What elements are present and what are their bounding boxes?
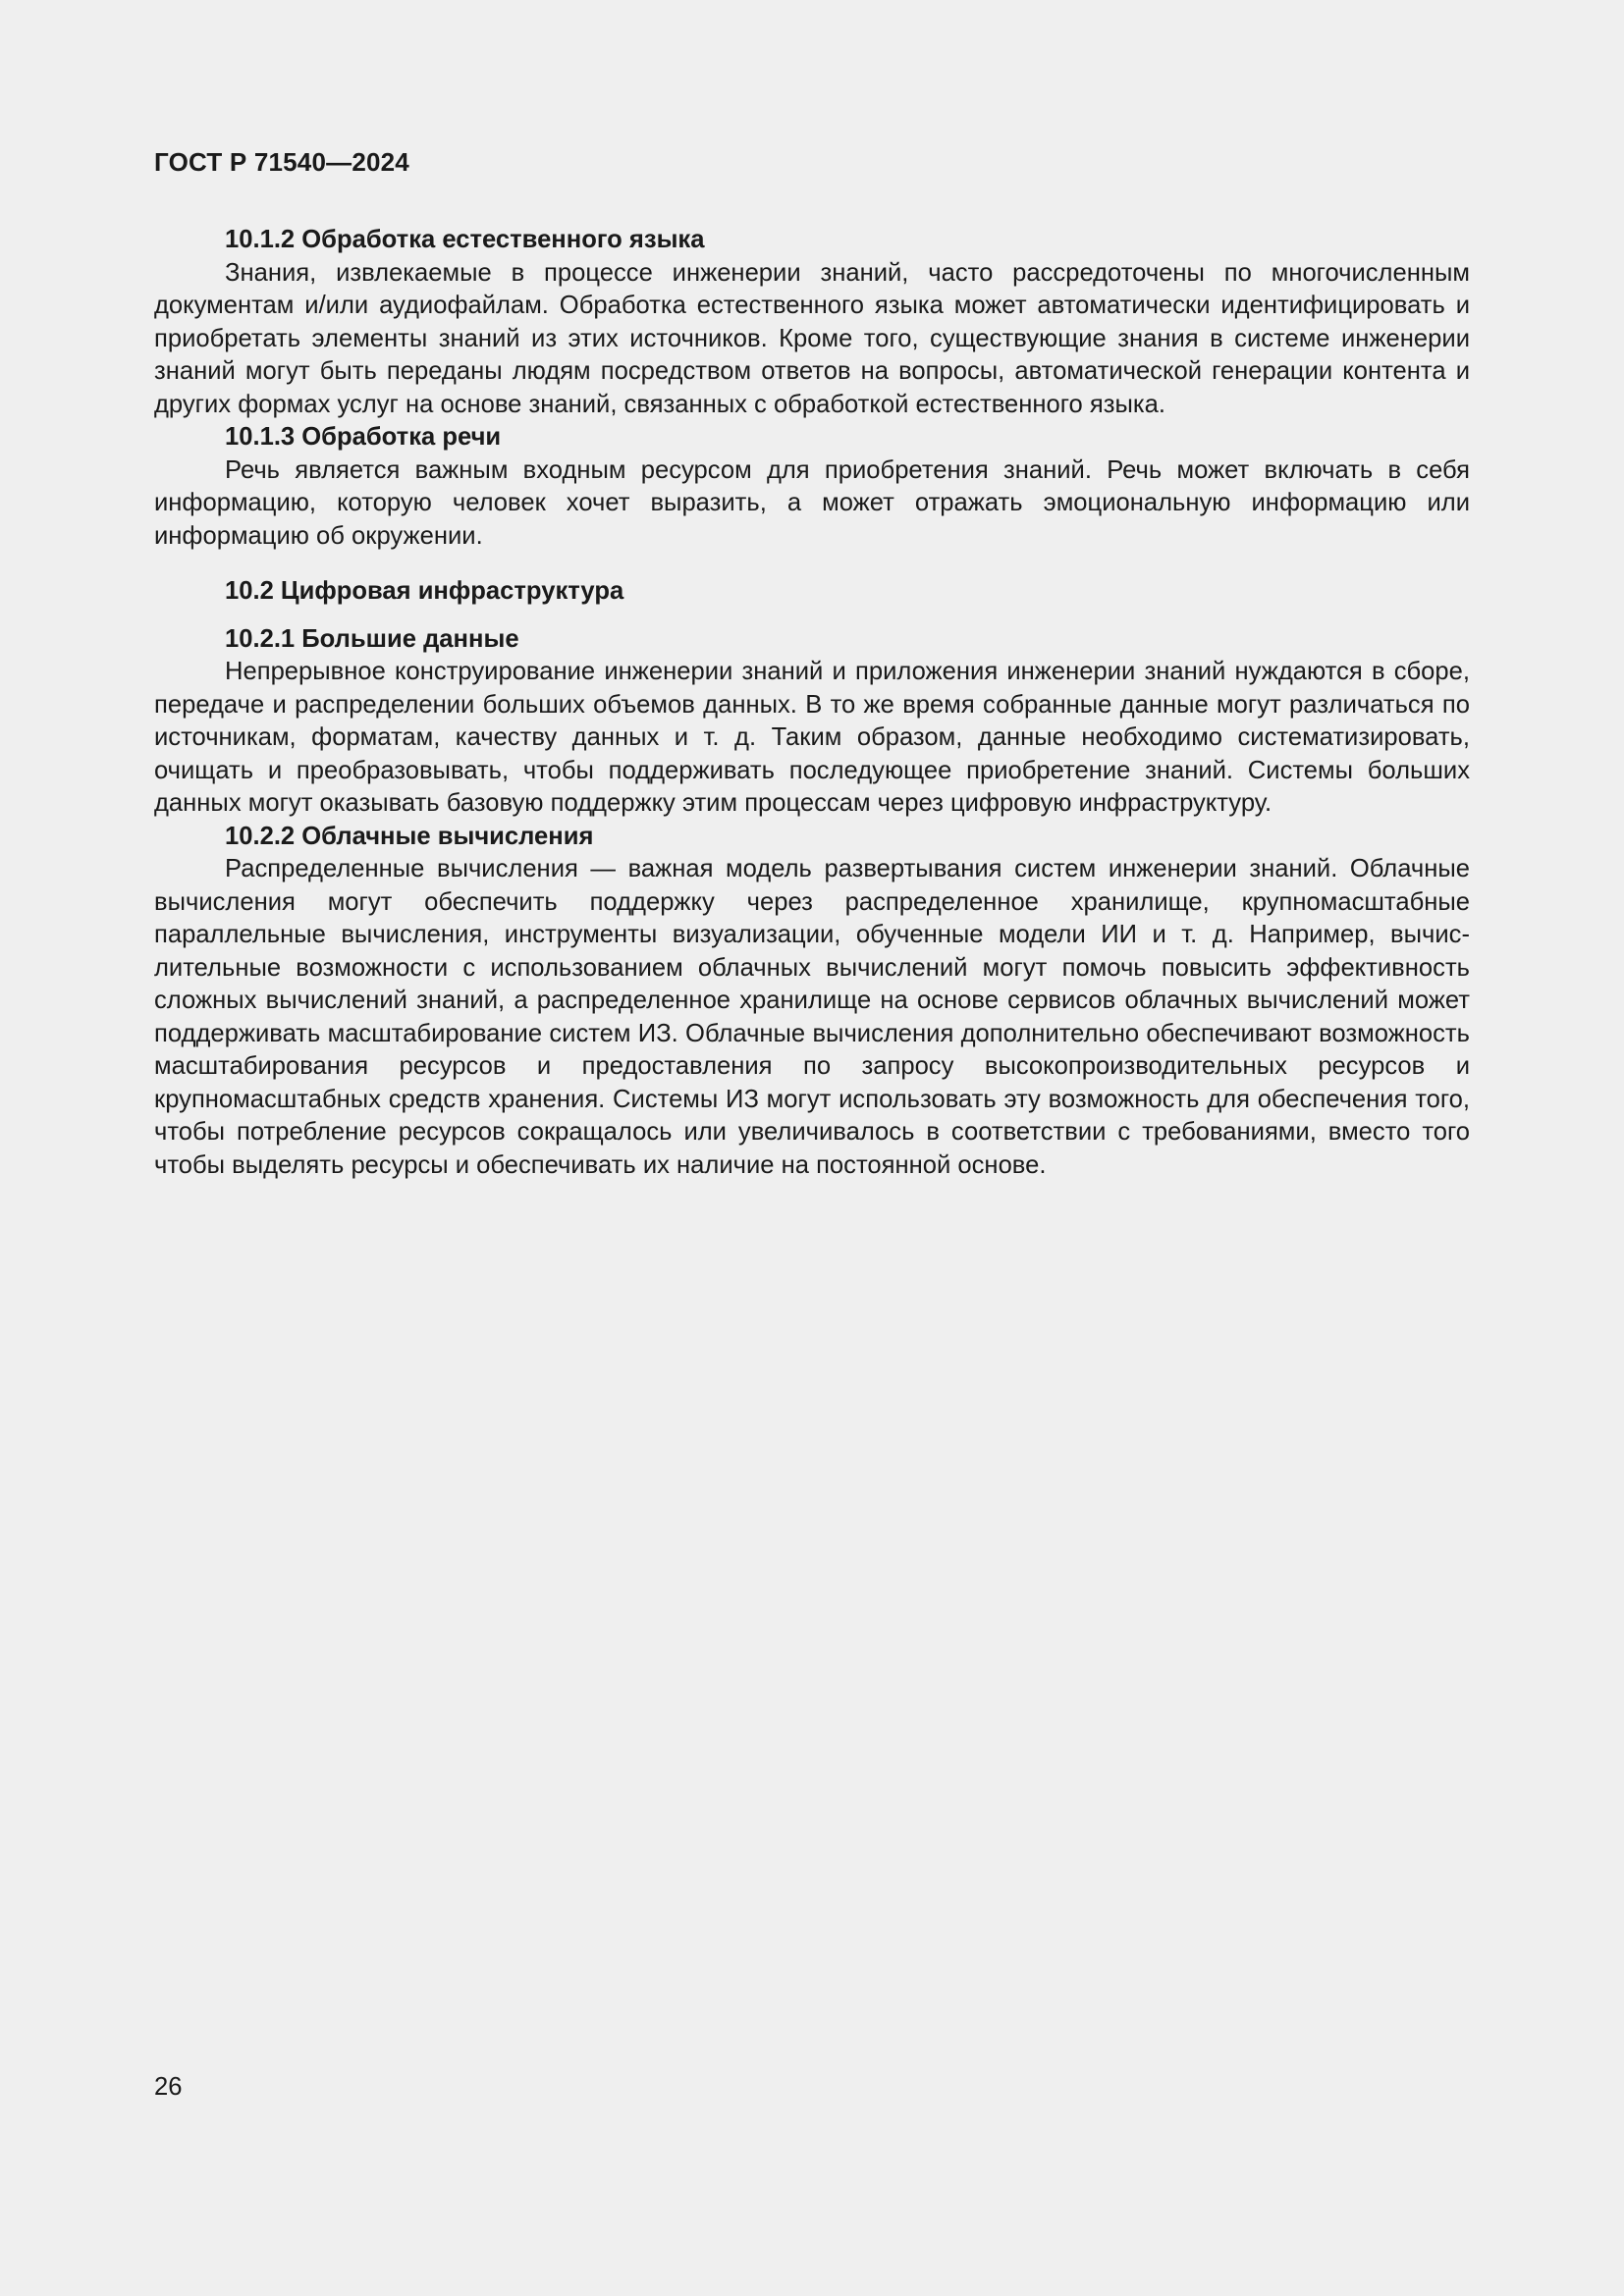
section-paragraph-10-1-2: Знания, извлекаемые в процессе инженерии знаний, часто рассредоточены по многочисленным документам и/или аудиофайлам. Обработка естественного языка может автоматически идентифицировать и приобретать элементы знаний из этих источников. Кроме того, существующие знания в системе инженерии знаний могут быть переданы людям посредством ответов на вопросы, автоматической генерации контента и других формах услуг на основе знаний, связанных с обработкой естественного языка. (154, 258, 1470, 418)
section-heading-10-2-1: 10.2.1 Большие данные (225, 624, 519, 653)
section-heading-10-2: 10.2 Цифровая инфраструктура (225, 577, 624, 605)
main-content (154, 224, 1470, 1182)
section-paragraph-10-1-3: Речь является важным входным ресурсом для приобретения знаний. Речь может включать в себя информацию, которую человек хочет выразить, а может отражать эмоциональную информацию или информацию об окружении. (154, 455, 1470, 550)
page-number: 26 (154, 2073, 183, 2101)
section-heading-10-1-2: 10.1.2 Обработка естественного языка (225, 226, 705, 253)
section-paragraph-10-2-1: Непрерывное конструирование инженерии знаний и приложения инженерии знаний нуждаются в сборе, передаче и распределении больших объемов данных. В то же время собранные данные могут различаться по источникам, форматам, качеству данных и т. д. Таким образом, данные необходимо систематизировать, очищать и преобразовывать, чтобы поддерживать последующее приобретение знаний. Системы больших данных могут оказывать базовую поддержку этим процессам через цифровую инфраструктуру. (154, 658, 1470, 817)
document-header: ГОСТ Р 71540—2024 (154, 147, 409, 177)
section-heading-10-2-2: 10.2.2 Облачные вычисления (225, 822, 594, 850)
section-heading-10-1-3: 10.1.3 Обработка речи (225, 423, 502, 451)
section-paragraph-10-2-2: Распределенные вычисления — важная модель развертывания систем инженерии знаний. Облачные вычисления могут обеспечить поддержку через распределенное хранилище, крупномасштабные параллельные вычисления, инструменты визуализации, обученные модели ИИ и т. д. Например, вычислительные возможности с использованием облачных вычислений могут помочь повысить эффективность сложных вычислений знаний, а распределенное хранилище на основе сервисов облачных вычислений может поддерживать масштабирование систем ИЗ. Облачные вычисления дополнительно обеспечивают возможность масштабирования ресурсов и предоставления по запросу высокопроизводительных ресурсов и крупномасштабных средств хранения. Системы ИЗ могут использовать эту возможность для обеспечения того, чтобы потребление ресурсов сокращалось или увеличивалось в соответствии с требованиями, вместо того чтобы выделять ресурсы и обеспечивать их наличие на постоянной основе. (154, 855, 1470, 1179)
